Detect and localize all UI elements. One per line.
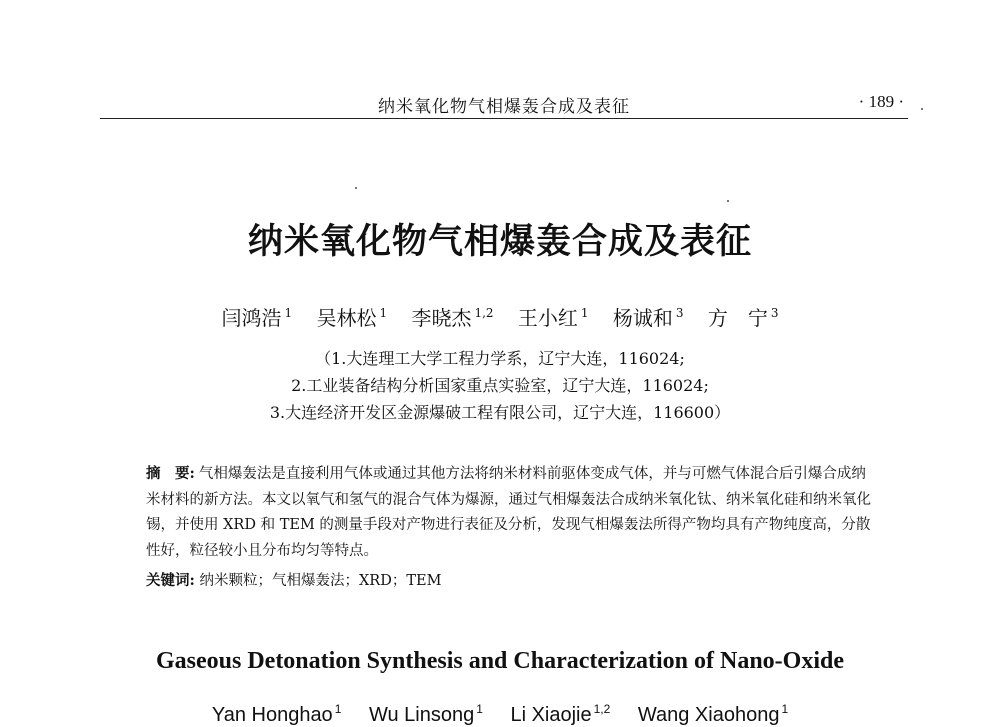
author-name: 杨诚和 [612, 306, 673, 330]
author-affiliation-mark: 3 [770, 306, 779, 320]
affiliation-list [0, 345, 1000, 426]
english-author-name: Wu Linsong [368, 704, 475, 726]
keywords-label: 关键词: [146, 572, 195, 589]
english-author-affiliation-mark: 1,2 [593, 702, 611, 716]
keywords-text: 纳米颗粒；气相爆轰法；XRD；TEM [199, 573, 442, 589]
english-author-name: Li Xiaojie [510, 704, 592, 726]
english-author-affiliation-mark: 1 [781, 702, 789, 716]
scan-speck [921, 108, 923, 110]
english-author [510, 702, 610, 727]
english-author-name: Yan Honghao [211, 704, 333, 726]
author-affiliation-mark: 1 [379, 306, 388, 320]
author-affiliation-mark: 3 [675, 306, 684, 320]
author-name: 闫鸿浩 [221, 306, 282, 330]
author-affiliation-mark: 1,2 [474, 306, 494, 320]
abstract-text: 气相爆轰法是直接利用气体或通过其他方法将纳米材料前驱体变成气体，并与可燃气体混合后引爆合成纳米材料的新方法。本文以氧气和氢气的混合气体为爆源，通过气相爆轰法合成纳米氧化钛、纳米氧化硅和纳米氧化锡，并使用 XRD 和 TEM 的测量手段对产物进行表征及分析，发现气相爆轰法所得产物均具有产物纯度高，分散性好，粒径较小且分布均匀等特点。 [146, 466, 871, 559]
english-title: Gaseous Detonation Synthesis and Characterization of Nano-Oxide [155, 648, 845, 674]
english-author-affiliation-mark: 1 [476, 702, 483, 716]
running-header [100, 90, 908, 119]
english-author [212, 702, 342, 727]
english-author-affiliation-mark: 1 [334, 702, 342, 716]
author-name: 方 宁 [707, 306, 768, 330]
author-name: 李晓杰 [411, 306, 472, 330]
paper-title: 纳米氧化物气相爆轰合成及表征 [247, 221, 752, 262]
author-affiliation-mark: 1 [580, 306, 589, 320]
keywords [146, 568, 876, 594]
english-author [369, 702, 483, 727]
author [411, 302, 493, 331]
author-name: 吴林松 [316, 306, 377, 330]
author [613, 302, 684, 331]
author [518, 302, 589, 331]
english-author [638, 702, 788, 727]
affiliation-line: 3.大连经济开发区金源爆破工程有限公司，辽宁大连，116600） [269, 403, 731, 422]
author-affiliation-mark: 1 [284, 306, 293, 320]
page-number: · 189 · [858, 92, 904, 111]
scan-speck [355, 187, 357, 189]
english-author-name: Wang Xiaohong [637, 704, 780, 726]
affiliation-line: 2.工业装备结构分析国家重点实验室，辽宁大连，116024; [291, 376, 709, 395]
author [221, 302, 292, 331]
abstract [146, 461, 876, 564]
english-author-list [0, 702, 1000, 727]
scan-speck [727, 200, 729, 202]
author [708, 302, 779, 331]
author-name: 王小红 [517, 306, 578, 330]
affiliation-line: （1.大连理工大学工程力学系，辽宁大连，116024; [315, 349, 685, 368]
author [316, 302, 387, 331]
abstract-label: 摘 要: [146, 465, 195, 482]
running-title: 纳米氧化物气相爆轰合成及表征 [378, 97, 630, 117]
author-list [0, 302, 1000, 331]
